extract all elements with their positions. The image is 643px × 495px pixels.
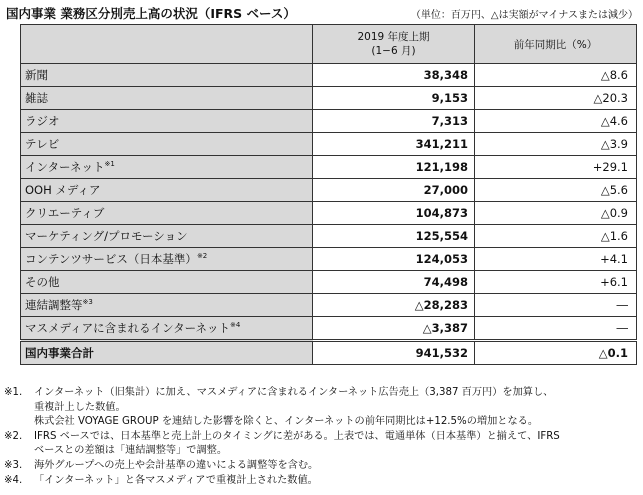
footnote-mark: ※2.: [4, 430, 23, 442]
footnote-line: [4, 474, 640, 489]
table-row: [21, 87, 637, 110]
unit-note: （単位：百万円、△は実額がマイナスまたは減少）: [410, 10, 638, 21]
footnote-line: [4, 430, 640, 445]
table-row: [21, 64, 637, 87]
footnote-text: IFRS ベースでは、日本基準と売上計上のタイミングに差がある。上表では、電通単体（日本基準）と揃えて、IFRS: [34, 430, 560, 442]
row-label-cell: [21, 341, 313, 365]
row-label-cell: [21, 317, 313, 341]
header-blank-cell: [21, 25, 313, 64]
footnote-line: [4, 415, 640, 430]
row-label: テレビ: [25, 137, 60, 151]
row-label: クリエーティブ: [25, 206, 105, 220]
footnote-text: 海外グループへの売上や会計基準の違いによる調整等を含む。: [34, 459, 319, 471]
row-value: △28,283: [313, 294, 475, 317]
footnote-text: 「インターネット」と各マスメディアで重複計上された数値。: [34, 474, 318, 486]
row-label-cell: [21, 156, 313, 179]
row-yoy: +29.1: [475, 156, 637, 179]
footnote-marker: ※2: [196, 252, 208, 261]
total-row: [21, 341, 637, 365]
footnote-mark: [4, 444, 34, 459]
row-value: 7,313: [313, 110, 475, 133]
title-row: [4, 2, 640, 20]
footnote-marker: ※4: [230, 321, 241, 330]
table-row: [21, 133, 637, 156]
table-row: [21, 202, 637, 225]
table-row: [21, 156, 637, 179]
row-label: その他: [25, 275, 60, 289]
header-yoy: 前年同期比（%）: [475, 25, 637, 64]
row-yoy: +6.1: [475, 271, 637, 294]
sales-table: [20, 24, 637, 365]
row-value: 38,348: [313, 64, 475, 87]
footnote-mark: [4, 401, 34, 416]
row-yoy: △8.6: [475, 64, 637, 87]
row-label: マスメディアに含まれるインターネット: [25, 321, 231, 335]
footnote-mark: ※4.: [4, 474, 23, 486]
table-row: [21, 294, 637, 317]
row-label: 連結調整等: [25, 298, 83, 312]
footnote-marker: ※3: [82, 298, 93, 307]
row-value: 121,198: [313, 156, 475, 179]
row-yoy: △1.6: [475, 225, 637, 248]
footnote-marker: ※1: [104, 160, 115, 169]
row-value: 125,554: [313, 225, 475, 248]
row-yoy: △0.9: [475, 202, 637, 225]
row-value: 74,498: [313, 271, 475, 294]
footnote-mark: [4, 415, 34, 430]
row-label-cell: [21, 110, 313, 133]
row-label-cell: [21, 64, 313, 87]
row-label: 国内事業合計: [25, 346, 94, 360]
table-row: [21, 271, 637, 294]
row-label-cell: [21, 133, 313, 156]
row-label: OOH メディア: [25, 183, 101, 197]
row-yoy: ―: [475, 294, 637, 317]
row-yoy: △5.6: [475, 179, 637, 202]
footnote-mark: ※3.: [4, 459, 23, 471]
table-row: [21, 179, 637, 202]
row-yoy: △20.3: [475, 87, 637, 110]
row-value: 104,873: [313, 202, 475, 225]
footnote-line: [4, 386, 640, 401]
row-label-cell: [21, 248, 313, 271]
row-label: コンテンツサービス（日本基準）: [25, 252, 197, 266]
row-label: 雑誌: [25, 91, 48, 105]
row-yoy: ―: [475, 317, 637, 341]
footnote-text: ベースとの差額は「連結調整等」で調整。: [34, 445, 228, 457]
row-label: 新聞: [25, 68, 48, 82]
row-value: 27,000: [313, 179, 475, 202]
footnote-line: [4, 444, 640, 459]
footnote-line: [4, 459, 640, 474]
header-period-line2: (1−6 月): [371, 45, 416, 57]
table-row: [21, 225, 637, 248]
row-label-cell: [21, 202, 313, 225]
row-yoy: +4.1: [475, 248, 637, 271]
page-title: 国内事業 業務区分別売上高の状況（IFRS ベース）: [6, 6, 296, 21]
row-label-cell: [21, 225, 313, 248]
row-value: △3,387: [313, 317, 475, 341]
row-label: インターネット: [25, 160, 105, 174]
table-body: [21, 64, 637, 365]
table-header-row: [21, 25, 637, 64]
row-yoy: △4.6: [475, 110, 637, 133]
row-yoy: △3.9: [475, 133, 637, 156]
footnote-text: 株式会社 VOYAGE GROUP を連結した影響を除くと、インターネットの前年同期比は+12.5%の増加となる。: [34, 416, 539, 428]
row-value: 941,532: [313, 341, 475, 365]
row-value: 124,053: [313, 248, 475, 271]
footnote-mark: ※1.: [4, 387, 23, 398]
row-label: ラジオ: [25, 114, 60, 128]
footnote-text: 重複計上した数値。: [34, 401, 126, 413]
header-period: [313, 25, 475, 64]
row-label: マーケティング/プロモーション: [25, 229, 188, 243]
row-value: 341,211: [313, 133, 475, 156]
header-period-line1: 2019 年度上期: [357, 31, 430, 43]
row-label-cell: [21, 294, 313, 317]
row-value: 9,153: [313, 87, 475, 110]
table-row: [21, 317, 637, 341]
row-label-cell: [21, 87, 313, 110]
row-label-cell: [21, 179, 313, 202]
footnote-line: [4, 401, 640, 416]
row-yoy: △0.1: [475, 341, 637, 365]
table-row: [21, 110, 637, 133]
footnotes: [4, 386, 640, 488]
footnote-text: インターネット（旧集計）に加え、マスメディアに含まれるインターネット広告売上（3,387 百万円）を加算し、: [34, 387, 554, 398]
row-label-cell: [21, 271, 313, 294]
table-row: [21, 248, 637, 271]
